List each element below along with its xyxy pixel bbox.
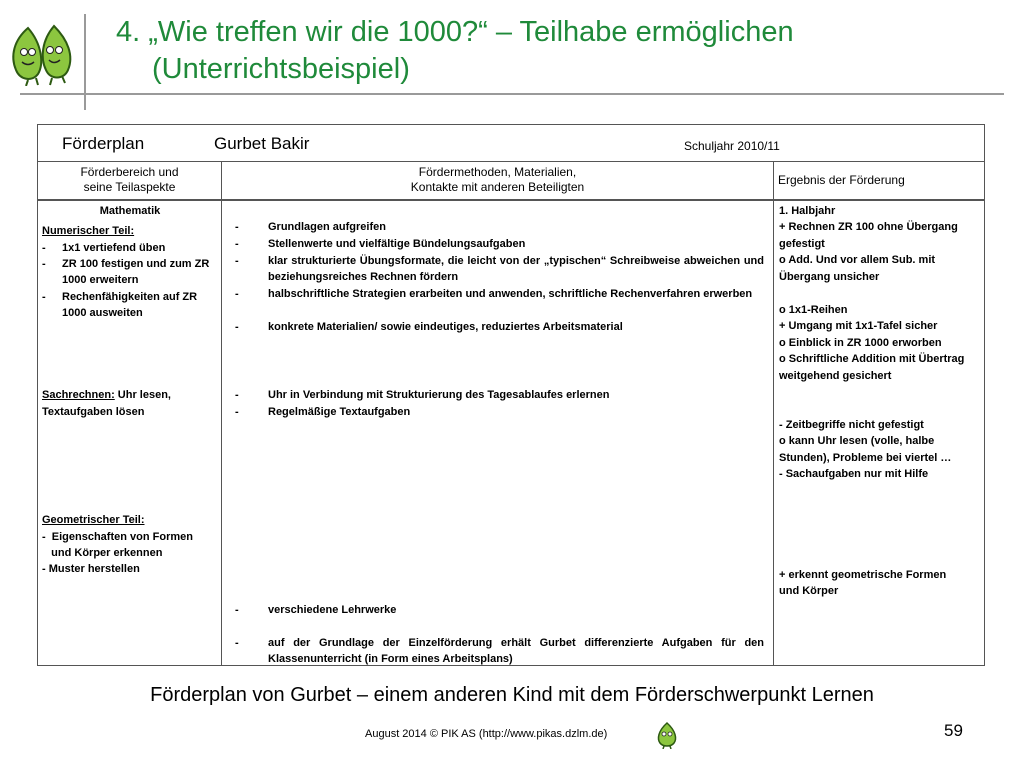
method-item: - verschiedene Lehrwerke xyxy=(235,604,397,616)
sach-line-2: Textaufgaben lösen xyxy=(42,406,145,418)
result-block-1: 1. Halbjahr + Rechnen ZR 100 ohne Übergang gefestigt o Add. Und vor allem Sub. mit Übergang unsicher xyxy=(779,205,958,283)
col1-header-line2: seine Teilaspekte xyxy=(83,180,176,194)
numeric-item: Rechenfähigkeiten auf ZR xyxy=(62,291,198,303)
col2-header-line2: Kontakte mit anderen Beteiligten xyxy=(410,180,585,194)
column-ergebnis xyxy=(774,161,984,665)
col2-header-line1: Fördermethoden, Materialien, xyxy=(418,165,577,179)
geo-line-3: - Muster herstellen xyxy=(42,563,140,575)
result-block-4: + erkennt geometrische Formen und Körper xyxy=(779,569,947,598)
numeric-item: ZR 100 festigen und zum ZR xyxy=(62,258,210,270)
foerderplan-document xyxy=(37,124,985,666)
result-block-3: - Zeitbegriffe nicht gefestigt o kann Uhr lesen (volle, halbe Stunden), Probleme bei viertel … - Sachaufgaben nur mit Hilfe xyxy=(779,419,952,481)
slide-title xyxy=(116,14,1006,88)
numeric-item: 1000 erweitern xyxy=(62,274,139,286)
title-line-2: (Unterrichtsbeispiel) xyxy=(152,53,410,85)
numeric-item: 1x1 vertiefend üben xyxy=(62,242,166,254)
geo-line-2: und Körper erkennen xyxy=(42,547,163,559)
title-line-1: 4. „Wie treffen wir die 1000?“ – Teilhabe ermöglichen xyxy=(116,16,794,48)
slide-caption: Förderplan von Gurbet – einem anderen Kind mit dem Förderschwerpunkt Lernen xyxy=(150,684,874,706)
numeric-item: 1000 ausweiten xyxy=(62,307,143,319)
method-item: - Grundlagen aufgreifen xyxy=(235,221,386,233)
page-number: 59 xyxy=(944,721,963,740)
title-vertical-divider xyxy=(84,14,86,110)
subject-label: Mathematik xyxy=(99,205,161,217)
result-block-2: o 1x1-Reihen + Umgang mit 1x1-Tafel sicher o Einblick in ZR 1000 erworben o Schriftliche Addition mit Übertrag weitgehend gesichert xyxy=(779,304,965,382)
method-item: - auf der Grundlage der Einzelförderung erhält Gurbet differenzierte Aufgaben für den Klassenunterricht (in Form eines Arbeitsplans) xyxy=(235,637,764,666)
geo-line-1: - Eigenschaften von Formen xyxy=(42,531,193,543)
numeric-dash-2: - xyxy=(42,258,46,270)
sach-section-title: Sachrechnen: xyxy=(42,389,115,401)
numeric-dash-3: - xyxy=(42,291,46,303)
footer-text: August 2014 © PIK AS (http://www.pikas.dzlm.de) xyxy=(365,728,608,740)
method-item: - Regelmäßige Textaufgaben xyxy=(235,406,411,418)
sach-section xyxy=(42,387,171,403)
title-horizontal-divider xyxy=(20,93,1004,95)
pikas-small-logo-icon xyxy=(654,721,680,749)
pikas-logo-icon xyxy=(8,22,76,86)
student-name: Gurbet Bakir xyxy=(214,134,310,153)
column-header-foerdermethoden xyxy=(222,161,773,201)
sach-section-rest: Uhr lesen, xyxy=(114,389,171,401)
plan-header xyxy=(38,125,984,162)
numeric-dash-1: - xyxy=(42,242,46,254)
column-header-foerderbereich xyxy=(38,161,221,201)
method-item: - konkrete Materialien/ sowie eindeutiges, reduziertes Arbeitsmaterial xyxy=(235,321,623,333)
method-item: - Uhr in Verbindung mit Strukturierung des Tagesablaufes erlernen xyxy=(235,389,610,401)
geo-section-title: Geometrischer Teil: xyxy=(42,514,145,526)
column-foerderbereich xyxy=(38,161,222,665)
plan-label: Förderplan xyxy=(62,134,145,153)
column-foerdermethoden xyxy=(222,161,774,665)
school-year: Schuljahr 2010/11 xyxy=(684,139,780,153)
numeric-section-title: Numerischer Teil: xyxy=(42,225,135,237)
method-item: - Stellenwerte und vielfältige Bündelungsaufgaben xyxy=(235,238,526,250)
column-header-ergebnis: Ergebnis der Förderung xyxy=(774,161,984,201)
method-item: - klar strukturierte Übungsformate, die leicht von der „typischen“ Schreibweise abweichen und beziehungsreiches Rechnen fördern xyxy=(235,255,764,284)
method-item: - halbschriftliche Strategien erarbeiten und anwenden, schriftliche Rechenverfahren erwerben xyxy=(235,288,753,300)
col1-header-line1: Förderbereich und xyxy=(80,165,179,179)
